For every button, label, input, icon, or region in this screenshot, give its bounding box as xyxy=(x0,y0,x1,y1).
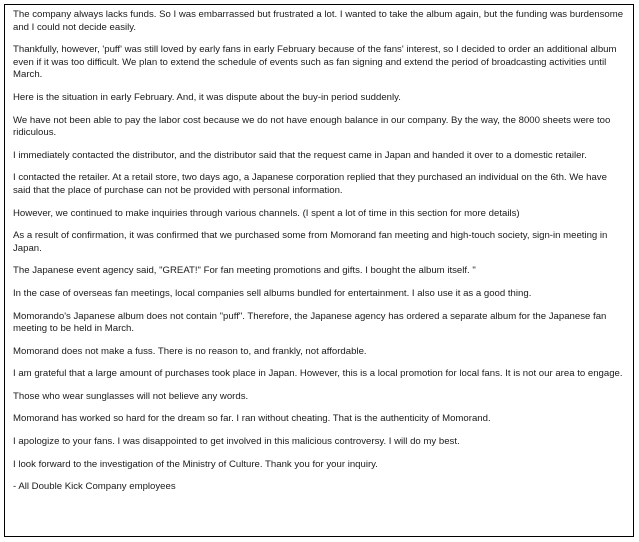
paragraph-grateful: I am grateful that a large amount of purchases took place in Japan. However, this is a local promotion for local fans. It is not our area to engage. xyxy=(13,368,623,380)
paragraph-sunglasses: Those who wear sunglasses will not believe any words. xyxy=(13,390,249,402)
paragraph-inquiries: However, we continued to make inquiries through various channels. (I spent a lot of time in this section for more details) xyxy=(13,207,520,219)
paragraph-distributor: I immediately contacted the distributor, and the distributor said that the request came in Japan and handed it over to a domestic retailer. xyxy=(13,149,587,161)
paragraph-overseas: In the case of overseas fan meetings, local companies sell albums bundled for entertainment. I also use it as a good thing. xyxy=(13,287,532,299)
paragraph-japanese-album: Momorando's Japanese album does not contain "puff". Therefore, the Japanese agency has ordered a separate album for the Japanese fan meeting to be held in March. xyxy=(13,310,607,335)
paragraph-no-fuss: Momorand does not make a fuss. There is no reason to, and frankly, not affordable. xyxy=(13,345,367,357)
paragraph-confirmation: As a result of confirmation, it was confirmed that we purchased some from Momorand fan meeting and high-touch society, sign-in meeting in Japan. xyxy=(13,230,608,254)
paragraph-labor-cost: We have not been able to pay the labor cost because we do not have enough balance in our company. By the way, the 8000 sheets were too ridiculous. xyxy=(13,114,611,139)
paragraph-signature: - All Double Kick Company employees xyxy=(13,481,176,493)
paragraph-apology: I apologize to your fans. I was disappointed to get involved in this malicious controversy. I will do my best. xyxy=(13,436,460,448)
paragraph-situation: Here is the situation in early February. And, it was dispute about the buy-in period suddenly. xyxy=(13,91,401,103)
paragraph-investigation: I look forward to the investigation of the Ministry of Culture. Thank you for your inquiry. xyxy=(13,458,378,470)
paragraph-additional-album: Thankfully, however, 'puff' was still loved by early fans in early February because of the fans' interest, so I decided to order an additional album even if it was too difficult. We plan to extend the schedule of events such as fan signing and extend the period of broadcasting activities until March. xyxy=(13,44,617,81)
paragraph-retailer: I contacted the retailer. At a retail store, two days ago, a Japanese corporation replied that they purchased an individual on the 6th. We have said that the place of purchase can not be provided with personal information. xyxy=(13,172,607,196)
statement-document xyxy=(4,4,634,537)
statement-body xyxy=(5,5,633,494)
paragraph-funding: The company always lacks funds. So I was embarrassed but frustrated a lot. I wanted to take the album again, but the funding was burdensome and I could not decide easily. xyxy=(13,9,624,33)
paragraph-authenticity: Momorand has worked so hard for the dream so far. I ran without cheating. That is the authenticity of Momorand. xyxy=(13,413,491,425)
paragraph-event-agency: The Japanese event agency said, "GREAT!" For fan meeting promotions and gifts. I bought the album itself. " xyxy=(13,265,476,277)
